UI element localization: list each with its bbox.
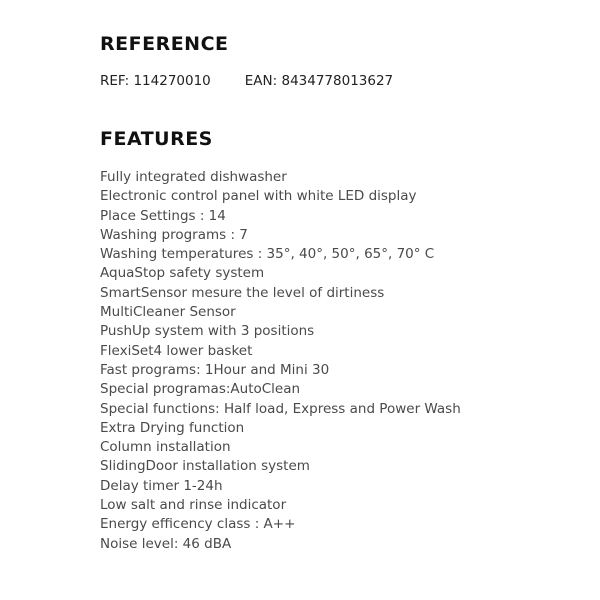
- ean-code: EAN: 8434778013627: [244, 73, 394, 89]
- feature-item: Extra Drying function: [100, 419, 245, 436]
- feature-item: PushUp system with 3 positions: [100, 323, 315, 340]
- feature-item: Fast programs: 1Hour and Mini 30: [100, 361, 330, 378]
- feature-item: Energy efficency class : A++: [100, 516, 296, 533]
- feature-item: Noise level: 46 dBA: [100, 535, 232, 552]
- features-heading: FEATURES: [100, 128, 213, 150]
- feature-item: MultiCleaner Sensor: [100, 304, 236, 321]
- feature-item: SlidingDoor installation system: [100, 458, 310, 475]
- feature-item: Low salt and rinse indicator: [100, 497, 287, 514]
- feature-item: Fully integrated dishwasher: [100, 169, 287, 185]
- reference-codes: [100, 73, 393, 89]
- feature-item: SmartSensor mesure the level of dirtiness: [100, 284, 385, 301]
- features-list: [100, 168, 461, 554]
- feature-item: Washing programs : 7: [100, 226, 248, 243]
- feature-item: Special functions: Half load, Express and Power Wash: [100, 400, 461, 417]
- reference-heading: REFERENCE: [100, 33, 229, 55]
- feature-item: Column installation: [100, 439, 231, 456]
- feature-item: Electronic control panel with white LED display: [100, 188, 417, 205]
- feature-item: Special programas:AutoClean: [100, 381, 301, 398]
- feature-item: Delay timer 1-24h: [100, 477, 223, 494]
- feature-item: AquaStop safety system: [100, 265, 265, 282]
- feature-item: FlexiSet4 lower basket: [100, 342, 253, 359]
- feature-item: Washing temperatures : 35°, 40°, 50°, 65°, 70° C: [100, 246, 435, 263]
- ref-code: REF: 114270010: [100, 73, 211, 89]
- feature-item: Place Settings : 14: [100, 207, 226, 224]
